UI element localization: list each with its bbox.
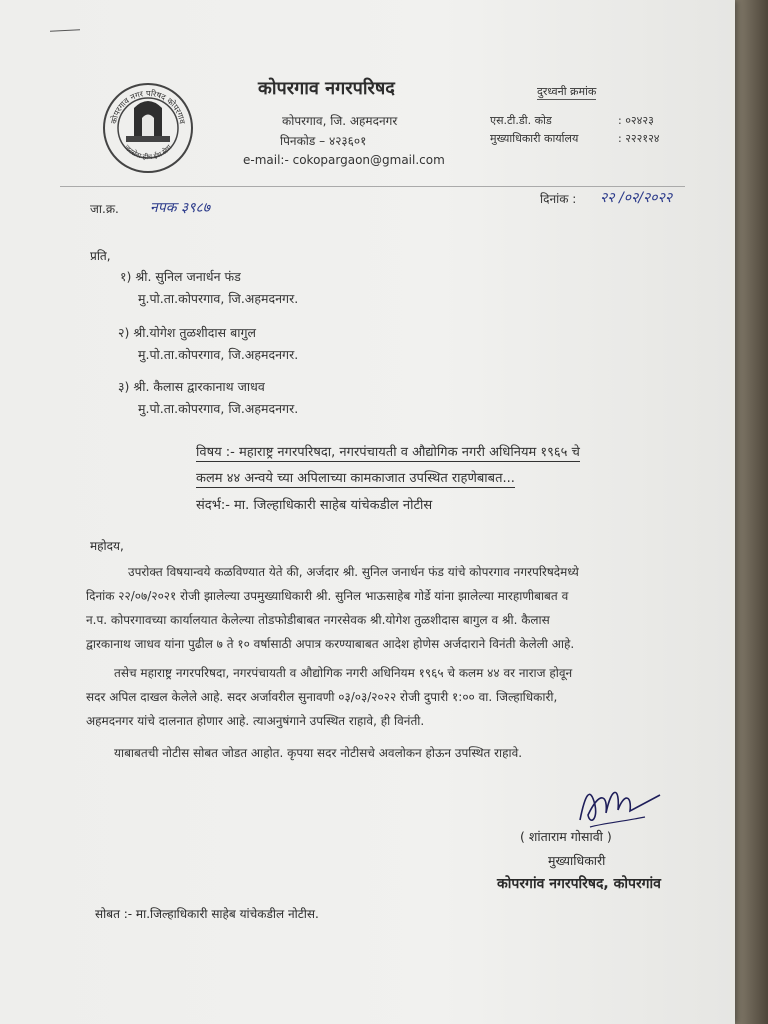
subject-line: [196, 468, 515, 486]
recipient-name: ३) श्री. कैलास द्वारकानाथ जाधव: [118, 379, 265, 394]
signatory-name: ( शांताराम गोसावी ): [520, 829, 612, 844]
organization-name: कोपरगाव नगरपरिषद: [258, 78, 395, 99]
subject-reference: संदर्भ:- मा. जिल्हाधिकारी साहेब यांचेकडील नोटीस: [196, 498, 433, 513]
body-paragraph-line: तसेच महाराष्ट्र नगरपरिषदा, नगरपंचायती व औद्योगिक नगरी अधिनियम १९६५ चे कलम ४४ वर नाराज होवून: [114, 666, 573, 680]
recipient-address: मु.पो.ता.कोपरगाव, जि.अहमदनगर.: [138, 291, 299, 306]
reference-label: जा.क्र.: [90, 202, 119, 216]
pen-mark: [50, 29, 80, 32]
recipient-address: मु.पो.ता.कोपरगाव, जि.अहमदनगर.: [138, 347, 299, 362]
body-paragraph-line: याबाबतची नोटीस सोबत जोडत आहोत. कृपया सदर नोटीसचे अवलोकन होऊन उपस्थित राहावे.: [114, 746, 523, 760]
body-paragraph-line: दिनांक २२/०७/२०२१ रोजी झालेल्या उपमुख्याधिकारी श्री. सुनिल भाऊसाहेब गोर्डे यांना झालेल्या मारहाणीबाबत व: [86, 589, 569, 603]
recipient-name: १) श्री. सुनिल जनार्धन फंड: [120, 269, 241, 284]
phone-value: : ०२४२३: [618, 114, 654, 127]
subject-line: [196, 442, 580, 460]
signatory-designation: मुख्याधिकारी: [548, 853, 606, 868]
svg-text:कोपरगाव नगर परिषद कोपरगाव: कोपरगाव नगर परिषद कोपरगाव: [109, 88, 187, 125]
body-paragraph-line: सदर अपिल दाखल केलेले आहे. सदर अर्जावरील सुनावणी ०३/०३/२०२२ रोजी दुपारी १:०० वा. जिल्हाधिकारी,: [86, 690, 558, 704]
svg-text:जनसेवा हीच ईश सेवा: जनसेवा हीच ईश सेवा: [122, 143, 174, 162]
organization-email: e-mail:- cokopargaon@gmail.com: [243, 153, 445, 167]
recipient-salutation: प्रति,: [90, 249, 111, 263]
organization-pincode: पिनकोड – ४२३६०१: [280, 134, 367, 148]
subject-text: कलम ४४ अन्वये च्या अपिलाच्या कामकाजात उपस्थित राहणेबाबत...: [196, 471, 515, 486]
signatory-organization: कोपरगांव नगरपरिषद, कोपरगांव: [497, 876, 661, 892]
enclosure-note: सोबत :- मा.जिल्हाधिकारी साहेब यांचेकडील नोटीस.: [95, 907, 319, 921]
subject-text: विषय :- महाराष्ट्र नगरपरिषदा, नगरपंचायती व औद्योगिक नगरी अधिनियम १९६५ चे: [196, 445, 580, 460]
body-paragraph-line: अहमदनगर यांचे दालनात होणार आहे. त्याअनुषंगाने उपस्थित राहावे, ही विनंती.: [86, 714, 425, 728]
body-paragraph-line: द्वारकानाथ जाधव यांना पुढील ७ ते १० वर्षासाठी अपात्र करण्याबाबत आदेश होणेस अर्जदाराने विनंती केलेली आहे.: [86, 637, 575, 651]
recipient-address: मु.पो.ता.कोपरगाव, जि.अहमदनगर.: [138, 401, 299, 416]
date-label: दिनांक :: [540, 192, 577, 206]
date-value: २२ /०२/२०२२: [600, 190, 673, 206]
reference-number: नपक ३९८७: [150, 200, 211, 216]
phone-heading: दुरध्वनी क्रमांक: [537, 85, 597, 98]
phone-value: : २२२१२४: [618, 132, 660, 145]
municipal-logo-icon: [98, 78, 198, 178]
phone-label: मुख्याधिकारी कार्यालय: [490, 132, 579, 145]
header-divider: [60, 186, 685, 187]
organization-address: कोपरगाव, जि. अहमदनगर: [282, 114, 398, 128]
body-paragraph-line: उपरोक्त विषयान्वये कळविण्यात येते की, अर्जदार श्री. सुनिल जनार्धन फंड यांचे कोपरगाव नगरपरिषदेमध्ये: [128, 565, 579, 579]
body-paragraph-line: न.प. कोपरगावच्या कार्यालयात केलेल्या तोडफोडीबाबत नगरसेवक श्री.योगेश तुळशीदास बागुल व श्री. कैलास: [86, 613, 550, 627]
recipient-name: २) श्री.योगेश तुळशीदास बागुल: [118, 325, 256, 340]
phone-label: एस.टी.डी. कोड: [490, 114, 552, 127]
body-salutation: महोदय,: [90, 539, 124, 553]
